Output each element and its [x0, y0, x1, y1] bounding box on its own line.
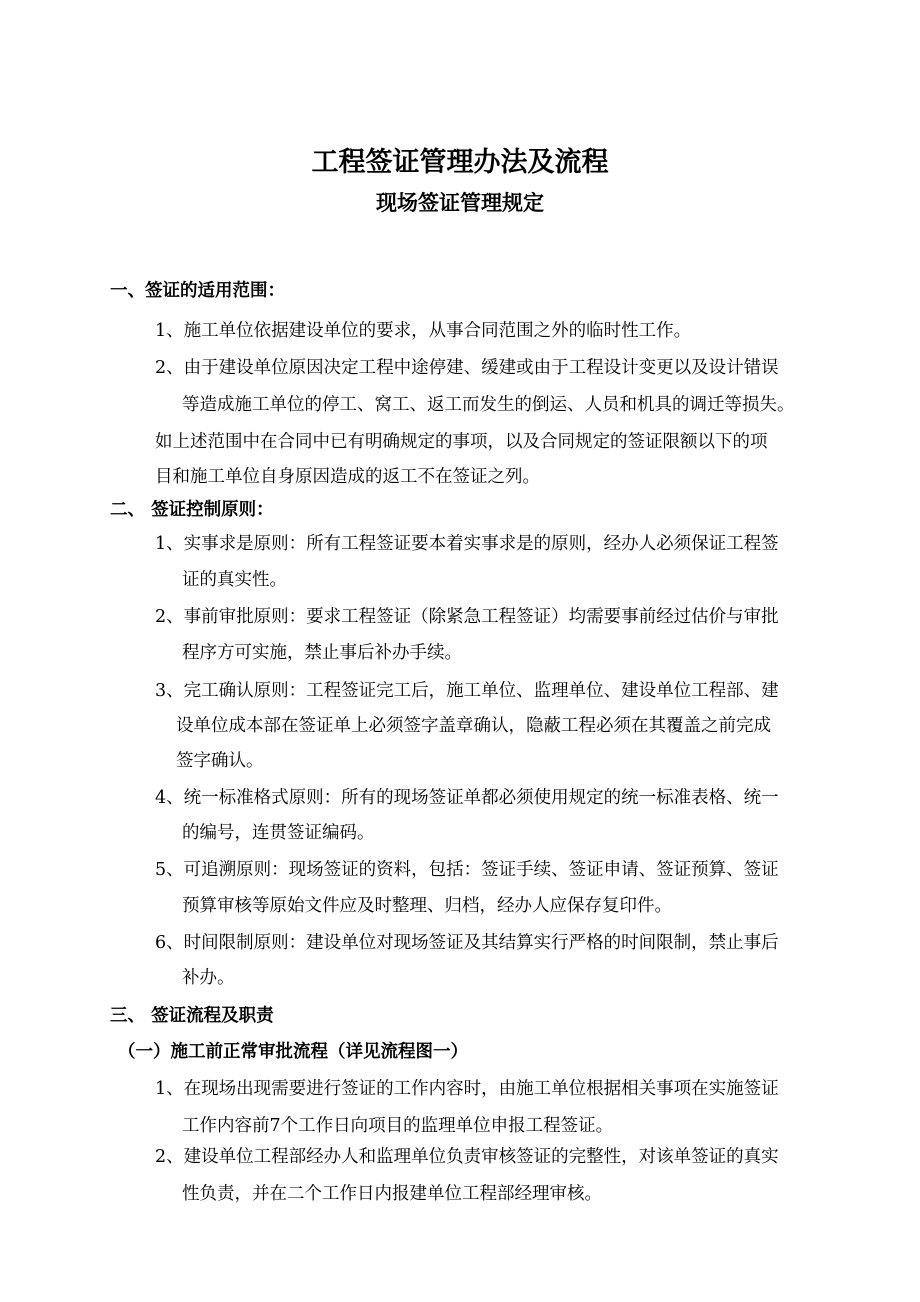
section-2-item-4-line-2: 的编号，连贯签证编码。 [182, 823, 375, 843]
section-3-item-1-line-1: 1、在现场出现需要进行签证的工作内容时，由施工单位根据相关事项在实施签证 [155, 1079, 779, 1099]
section-3-item-2-line-2: 性负责，并在二个工作日内报建单位工程部经理审核。 [182, 1184, 602, 1204]
document-title: 工程签证管理办法及流程 [311, 147, 609, 178]
section-2-heading: 二、 签证控制原则： [110, 500, 274, 520]
section-1-note-line-1: 如上述范围中在合同中已有明确规定的事项，以及合同规定的签证限额以下的项 [155, 432, 768, 452]
document-subtitle: 现场签证管理规定 [376, 190, 544, 215]
section-2-item-5-line-1: 5、可追溯原则：现场签证的资料，包括：签证手续、签证申请、签证预算、签证 [155, 860, 779, 880]
section-2-item-1-line-1: 1、实事求是原则：所有工程签证要本着实事求是的原则，经办人必须保证工程签 [155, 534, 779, 554]
section-1-item-1: 1、施工单位依据建设单位的要求，从事合同范围之外的临时性工作。 [155, 321, 692, 341]
section-3-item-1-line-2: 工作内容前7个工作日向项目的监理单位申报工程签证。 [182, 1116, 614, 1136]
section-2-item-4-line-1: 4、统一标准格式原则：所有的现场签证单都必须使用规定的统一标准表格、统一 [155, 788, 779, 808]
section-2-item-3-line-2: 设单位成本部在签证单上必须签字盖章确认，隐蔽工程必须在其覆盖之前完成 [176, 716, 771, 736]
section-2-item-6-line-2: 补办。 [182, 968, 235, 988]
section-2-item-1-line-2: 证的真实性。 [182, 570, 287, 590]
section-1-item-2-line-2: 等造成施工单位的停工、窝工、返工而发生的倒运、人员和机具的调迁等损失。 [182, 395, 795, 415]
section-2-item-6-line-1: 6、时间限制原则：建设单位对现场签证及其结算实行严格的时间限制，禁止事后 [155, 933, 779, 953]
section-2-item-5-line-2: 预算审核等原始文件应及时整理、归档，经办人应保存复印件。 [182, 896, 672, 916]
section-1-item-2-line-1: 2、由于建设单位原因决定工程中途停建、缓建或由于工程设计变更以及设计错误 [155, 358, 779, 378]
section-3-sub-1-heading: （一）施工前正常审批流程（详见流程图一） [118, 1042, 468, 1062]
section-1-note-line-2: 目和施工单位自身原因造成的返工不在签证之列。 [155, 467, 540, 487]
section-2-item-2-line-2: 程序方可实施，禁止事后补办手续。 [182, 643, 462, 663]
section-2-item-2-line-1: 2、事前审批原则：要求工程签证（除紧急工程签证）均需要事前经过估价与审批 [155, 607, 779, 627]
section-3-item-2-line-1: 2、建设单位工程部经办人和监理单位负责审核签证的完整性，对该单签证的真实 [155, 1147, 779, 1167]
section-2-item-3-line-1: 3、完工确认原则：工程签证完工后，施工单位、监理单位、建设单位工程部、建 [155, 681, 779, 701]
section-1-heading: 一、签证的适用范围： [110, 281, 285, 301]
section-2-item-3-line-3: 签字确认。 [176, 751, 264, 771]
section-3-heading: 三、 签证流程及职责 [110, 1006, 274, 1026]
